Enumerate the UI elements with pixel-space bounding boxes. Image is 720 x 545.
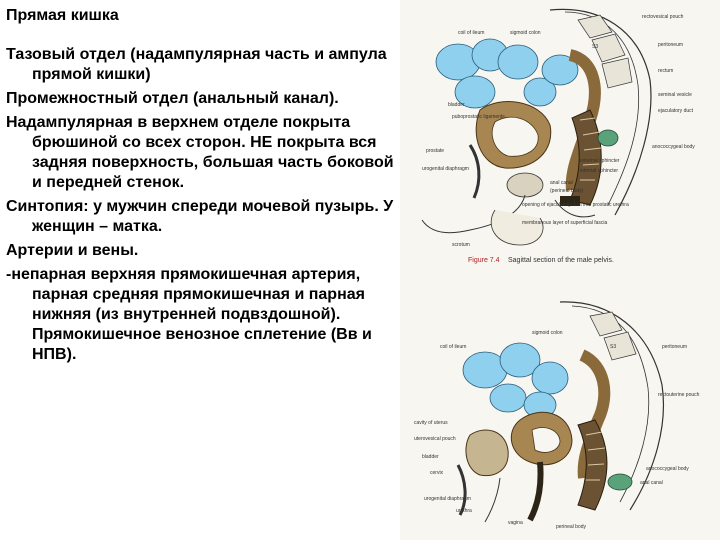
anatomy-figure-panel [400,0,720,540]
label-cervix: cervix [430,470,444,476]
figure-caption-text: Sagittal section of the male pelvis. [508,257,614,264]
label-urogenital-diaphragm-female: urogenital diaphragm [424,496,471,502]
label-seminal-vesicle: seminal vesicle [658,92,692,98]
ileum-coils-female [463,343,568,418]
male-pelvis-figure [422,9,695,264]
bladder-female [466,430,508,476]
paragraph-perineal-part: Промежностный отдел (анальный канал). [6,90,339,107]
label-urethra: urethra [456,508,472,514]
label-sigmoid-colon: sigmoid colon [510,30,541,36]
slide-text-column [6,6,394,369]
label-anal-canal: anal canal [550,180,573,186]
ileum-coils [436,39,578,108]
label-rectovesical-pouch: rectovesical pouch [642,14,684,20]
label-opening-ejaculatory: opening of ejaculatory duct into prostatic urethra [522,202,629,208]
label-vagina: vagina [508,520,523,526]
label-s3: S3 [592,44,599,50]
label-puboprostatic: puboprostatic ligaments [452,114,505,120]
label-coil-ileum-female: coil of ileum [440,344,467,350]
anococcygeal-body [598,130,618,146]
label-prostate: prostate [426,148,445,154]
label-internal-sphincter: internal sphincter [580,168,619,174]
paragraph-vessels-heading: Артерии и вены. [6,242,139,259]
label-external-sphincter: external sphincter [580,158,620,164]
anococcygeal-body-female [608,474,632,490]
label-bladder: bladder [448,102,465,108]
label-membranous-layer: membranous layer of superficial fascia [522,220,608,226]
anatomy-illustrations [400,0,720,540]
female-pelvis-figure [414,302,700,530]
label-rectouterine-pouch: rectouterine pouch [658,392,700,398]
label-anococcygeal: anococcygeal body [652,144,695,150]
paragraph-arteries-veins: -непарная верхняя прямокишечная артерия, парная средняя прямокишечная и парная нижняя (из внутренней подвздошной). Прямокишечное венозное сплетение (Вв и НПВ). [6,266,372,363]
paragraph-rectum-parts: Тазовый отдел (надампулярная часть и ампула прямой кишки) [6,46,387,83]
label-coil-ileum: coil of ileum [458,30,485,36]
slide-title: Прямая кишка [6,7,119,24]
label-scrotum: scrotum [452,242,470,248]
label-sigmoid-colon-female: sigmoid colon [532,330,563,336]
label-cavity-uterus: cavity of uterus [414,420,448,426]
label-perineal-body: (perineal body) [550,188,584,194]
label-peritoneum: peritoneum [658,42,684,48]
label-urogenital-diaphragm: urogenital diaphragm [422,166,469,172]
label-perineal-body-female: perineal body [556,524,587,530]
vagina [530,462,541,520]
paragraph-syntopy: Синтопия: у мужчин спереди мочевой пузырь. У женщин – матка. [6,198,394,235]
scrotum [491,210,543,245]
paragraph-peritoneum-coverage: Надампулярная в верхнем отделе покрыта брюшиной со всех сторон. НЕ покрыта вся задняя поверхность, большая часть боковой и передней стенок. [6,114,394,191]
label-anococcygeal-female: anococcygeal body [646,466,689,472]
label-anal-canal-female: anal canal [640,480,663,486]
label-ejaculatory-duct: ejaculatory duct [658,108,694,114]
label-rectum: rectum [658,68,674,74]
prostate [507,173,543,197]
figure-caption-label: Figure 7.4 [468,257,500,264]
label-bladder-female: bladder [422,454,439,460]
label-uterovesical-pouch: uterovesical pouch [414,436,456,442]
label-s3-female: S3 [610,344,617,350]
label-peritoneum-female: peritoneum [662,344,688,350]
